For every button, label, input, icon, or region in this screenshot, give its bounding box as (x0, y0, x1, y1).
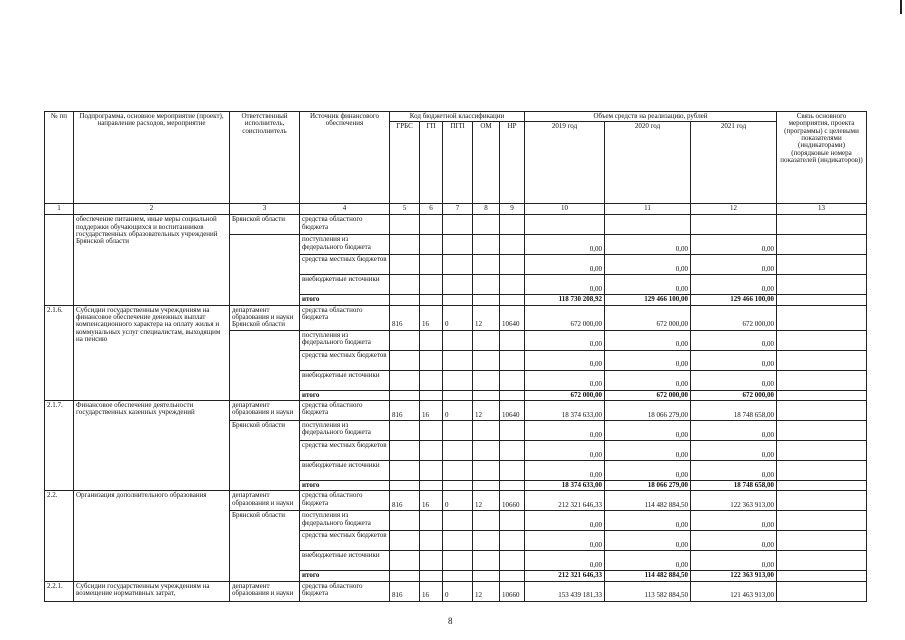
budget-table (44, 111, 867, 602)
col-index: 10 (525, 204, 605, 215)
code-grbs-empty (390, 275, 420, 295)
code-nr-empty (500, 551, 525, 571)
code-pgp-empty (443, 390, 473, 400)
code-gp-empty (420, 441, 443, 461)
source-label: внебюджетные источники (300, 370, 390, 390)
header-program: Подпрограмма, основное мероприятие (проект), направление расходов, мероприятие (74, 112, 230, 204)
code-nr-empty (500, 481, 525, 491)
source-row (45, 215, 867, 235)
code-gp-empty (420, 531, 443, 551)
value-2019: 0,00 (525, 350, 605, 370)
executor-cell (230, 235, 300, 305)
code-pgp-empty (443, 350, 473, 370)
code-nr-empty (500, 370, 525, 390)
value-2019: 0,00 (525, 511, 605, 531)
code-om-empty (473, 421, 500, 441)
col-index: 7 (443, 204, 473, 215)
code-gp (420, 215, 443, 235)
link-cell (777, 571, 867, 581)
code-om-empty (473, 275, 500, 295)
source-label: средства областного бюджета (300, 305, 390, 330)
code-grbs-empty (390, 531, 420, 551)
link-cell (777, 215, 867, 235)
code-pgp-empty (443, 441, 473, 461)
source-label: средства областного бюджета (300, 401, 390, 421)
code-grbs-empty (390, 551, 420, 571)
source-row (45, 305, 867, 330)
link-cell (777, 255, 867, 275)
header-2020: 2020 год (605, 122, 691, 204)
code-pgp: 0 (443, 401, 473, 421)
value-2019: 0,00 (525, 551, 605, 571)
code-pgp-empty (443, 531, 473, 551)
page-edge-mark (900, 0, 902, 14)
source-label: средства местных бюджетов (300, 531, 390, 551)
value-2021: 0,00 (691, 531, 777, 551)
col-index: 4 (300, 204, 390, 215)
code-pgp (443, 215, 473, 235)
row-number: 2.2. (45, 491, 74, 581)
source-label: поступления из федерального бюджета (300, 511, 390, 531)
code-nr: 10640 (500, 401, 525, 421)
source-label: средства местных бюджетов (300, 441, 390, 461)
code-nr-empty (500, 441, 525, 461)
code-nr-empty (500, 511, 525, 531)
header-link: Связь основного мероприятия, проекта (программы) с целевыми показателями (индикаторами) (порядковые номера показателей (индикаторов)) (777, 112, 867, 204)
value-2019: 0,00 (525, 330, 605, 350)
link-cell (777, 330, 867, 350)
header-2021: 2021 год (691, 122, 777, 204)
col-index: 8 (473, 204, 500, 215)
code-om-empty (473, 511, 500, 531)
col-index: 5 (390, 204, 420, 215)
value-2020: 672 000,00 (605, 305, 691, 330)
code-om-empty (473, 571, 500, 581)
value-2020: 18 066 279,00 (605, 401, 691, 421)
value-2021: 0,00 (691, 255, 777, 275)
row-number: 2.1.7. (45, 401, 74, 491)
code-nr-empty (500, 421, 525, 441)
code-gp-empty (420, 235, 443, 255)
code-pgp-empty (443, 370, 473, 390)
code-gp-empty (420, 275, 443, 295)
code-pgp-empty (443, 275, 473, 295)
source-label: средства областного бюджета (300, 215, 390, 235)
value-2019: 0,00 (525, 441, 605, 461)
header-source: Источник финансового обеспечения (300, 112, 390, 204)
link-cell (777, 581, 867, 601)
value-2020: 0,00 (605, 350, 691, 370)
code-nr-empty (500, 275, 525, 295)
col-index: 12 (691, 204, 777, 215)
code-gp-empty (420, 295, 443, 305)
value-2019: 0,00 (525, 461, 605, 481)
link-cell (777, 370, 867, 390)
code-pgp-empty (443, 235, 473, 255)
page-number: 8 (448, 616, 453, 626)
link-cell (777, 390, 867, 400)
value-2020: 0,00 (605, 531, 691, 551)
value-2021: 18 748 658,00 (691, 481, 777, 491)
code-gp: 16 (420, 401, 443, 421)
col-index: 13 (777, 204, 867, 215)
header-volume-group: Объем средств на реализацию, рублей (525, 112, 777, 122)
header-grbs: ГРБС (390, 122, 420, 204)
value-2020: 0,00 (605, 511, 691, 531)
code-pgp-empty (443, 421, 473, 441)
link-cell (777, 491, 867, 511)
code-nr: 10660 (500, 491, 525, 511)
code-nr-empty (500, 330, 525, 350)
code-om-empty (473, 390, 500, 400)
value-2021: 672 000,00 (691, 305, 777, 330)
value-2020: 0,00 (605, 551, 691, 571)
link-cell (777, 295, 867, 305)
header-om: ОМ (473, 122, 500, 204)
executor-cell: Брянской области (230, 421, 300, 491)
code-nr-empty (500, 235, 525, 255)
value-2019: 118 730 208,92 (525, 295, 605, 305)
code-grbs (390, 215, 420, 235)
value-2019: 0,00 (525, 370, 605, 390)
measure-name: Организация дополнительного образования (74, 491, 230, 581)
value-2020: 114 482 884,50 (605, 491, 691, 511)
code-pgp-empty (443, 511, 473, 531)
source-label: внебюджетные источники (300, 461, 390, 481)
header-no: № пп (45, 112, 74, 204)
value-2019: 0,00 (525, 235, 605, 255)
code-pgp: 0 (443, 305, 473, 330)
value-2019: 212 321 646,33 (525, 491, 605, 511)
code-gp: 16 (420, 305, 443, 330)
value-2021: 121 463 913,00 (691, 581, 777, 601)
executor-cell: департамент образования и науки Брянской области (230, 305, 300, 330)
code-om-empty (473, 295, 500, 305)
value-2019: 0,00 (525, 531, 605, 551)
value-2020: 129 466 100,00 (605, 295, 691, 305)
source-label: поступления из федерального бюджета (300, 330, 390, 350)
link-cell (777, 235, 867, 255)
value-2019: 672 000,00 (525, 390, 605, 400)
value-2020: 113 582 884,50 (605, 581, 691, 601)
code-grbs-empty (390, 255, 420, 275)
code-om-empty (473, 330, 500, 350)
source-label: итого (300, 295, 390, 305)
code-grbs: 816 (390, 581, 420, 601)
code-gp-empty (420, 330, 443, 350)
value-2021: 0,00 (691, 330, 777, 350)
code-grbs: 816 (390, 305, 420, 330)
value-2021: 0,00 (691, 421, 777, 441)
code-nr-empty (500, 295, 525, 305)
link-cell (777, 511, 867, 531)
value-2020: 0,00 (605, 275, 691, 295)
value-2019: 18 374 633,00 (525, 401, 605, 421)
code-pgp-empty (443, 461, 473, 481)
value-2020: 0,00 (605, 441, 691, 461)
value-2020: 18 066 279,00 (605, 481, 691, 491)
value-2019: 0,00 (525, 275, 605, 295)
col-index: 9 (500, 204, 525, 215)
value-2021: 122 363 913,00 (691, 491, 777, 511)
code-nr-empty (500, 390, 525, 400)
code-nr-empty (500, 350, 525, 370)
code-gp-empty (420, 255, 443, 275)
source-label: средства местных бюджетов (300, 255, 390, 275)
value-2021: 0,00 (691, 461, 777, 481)
code-om-empty (473, 461, 500, 481)
source-label: средства областного бюджета (300, 491, 390, 511)
code-grbs-empty (390, 350, 420, 370)
code-gp-empty (420, 421, 443, 441)
header-pgp: ПГП (443, 122, 473, 204)
code-grbs-empty (390, 461, 420, 481)
link-cell (777, 421, 867, 441)
header-code-group: Код бюджетной классификации (390, 112, 525, 122)
source-row (45, 491, 867, 511)
code-om-empty (473, 255, 500, 275)
value-2020 (605, 215, 691, 235)
code-om-empty (473, 531, 500, 551)
value-2021: 122 363 913,00 (691, 571, 777, 581)
code-om-empty (473, 551, 500, 571)
code-grbs-empty (390, 441, 420, 461)
value-2020: 0,00 (605, 421, 691, 441)
code-gp-empty (420, 571, 443, 581)
value-2019: 153 439 181,33 (525, 581, 605, 601)
value-2019: 18 374 633,00 (525, 481, 605, 491)
value-2019: 672 000,00 (525, 305, 605, 330)
code-grbs-empty (390, 295, 420, 305)
col-index: 3 (230, 204, 300, 215)
code-pgp-empty (443, 571, 473, 581)
code-pgp: 0 (443, 491, 473, 511)
executor-cell (230, 330, 300, 400)
column-index-row (45, 204, 867, 215)
executor-cell: Брянской области (230, 511, 300, 581)
value-2021: 0,00 (691, 275, 777, 295)
code-om: 12 (473, 305, 500, 330)
code-gp-empty (420, 481, 443, 491)
value-2020: 0,00 (605, 330, 691, 350)
value-2019: 0,00 (525, 421, 605, 441)
code-nr-empty (500, 531, 525, 551)
code-om-empty (473, 441, 500, 461)
code-gp-empty (420, 370, 443, 390)
code-gp: 16 (420, 581, 443, 601)
row-number (45, 215, 74, 305)
code-nr-empty (500, 255, 525, 275)
link-cell (777, 401, 867, 421)
measure-name: Финансовое обеспечение деятельности государственных казенных учреждений (74, 401, 230, 491)
link-cell (777, 305, 867, 330)
value-2020: 0,00 (605, 370, 691, 390)
code-nr-empty (500, 461, 525, 481)
code-nr (500, 215, 525, 235)
code-om (473, 215, 500, 235)
link-cell (777, 350, 867, 370)
code-gp-empty (420, 461, 443, 481)
value-2021: 0,00 (691, 350, 777, 370)
row-number: 2.2.1. (45, 581, 74, 601)
link-cell (777, 275, 867, 295)
header-nr: НР (500, 122, 525, 204)
code-nr: 10640 (500, 305, 525, 330)
code-gp-empty (420, 511, 443, 531)
code-pgp-empty (443, 330, 473, 350)
code-om-empty (473, 481, 500, 491)
code-om-empty (473, 350, 500, 370)
value-2021: 129 466 100,00 (691, 295, 777, 305)
value-2021: 18 748 658,00 (691, 401, 777, 421)
code-gp-empty (420, 350, 443, 370)
row-number: 2.1.6. (45, 305, 74, 400)
executor-cell: департамент образования и науки (230, 581, 300, 601)
source-label: поступления из федерального бюджета (300, 235, 390, 255)
header-row-1 (45, 112, 867, 122)
link-cell (777, 441, 867, 461)
code-grbs: 816 (390, 491, 420, 511)
code-grbs-empty (390, 571, 420, 581)
value-2020: 0,00 (605, 235, 691, 255)
value-2021: 0,00 (691, 551, 777, 571)
executor-cell: департамент образования и науки (230, 401, 300, 421)
executor-cell: департамент образования и науки (230, 491, 300, 511)
source-label: поступления из федерального бюджета (300, 421, 390, 441)
code-grbs-empty (390, 481, 420, 491)
code-om-empty (473, 235, 500, 255)
code-grbs-empty (390, 421, 420, 441)
code-grbs-empty (390, 235, 420, 255)
code-pgp-empty (443, 295, 473, 305)
code-grbs-empty (390, 330, 420, 350)
source-label: внебюджетные источники (300, 275, 390, 295)
col-index: 11 (605, 204, 691, 215)
value-2021: 0,00 (691, 511, 777, 531)
code-grbs: 816 (390, 401, 420, 421)
code-om: 12 (473, 491, 500, 511)
code-pgp-empty (443, 255, 473, 275)
header-executor: Ответственный исполнитель, соисполнитель (230, 112, 300, 204)
code-grbs-empty (390, 390, 420, 400)
col-index: 2 (74, 204, 230, 215)
code-nr-empty (500, 571, 525, 581)
source-label: итого (300, 390, 390, 400)
code-gp-empty (420, 551, 443, 571)
value-2020: 0,00 (605, 461, 691, 481)
value-2019: 212 321 646,33 (525, 571, 605, 581)
code-pgp: 0 (443, 581, 473, 601)
source-row (45, 581, 867, 601)
code-pgp-empty (443, 551, 473, 571)
value-2020: 0,00 (605, 255, 691, 275)
link-cell (777, 461, 867, 481)
value-2021: 0,00 (691, 370, 777, 390)
value-2021: 0,00 (691, 441, 777, 461)
source-row (45, 401, 867, 421)
value-2020: 114 482 884,50 (605, 571, 691, 581)
executor-cell: Брянской области (230, 215, 300, 235)
link-cell (777, 481, 867, 491)
source-label: итого (300, 481, 390, 491)
link-cell (777, 531, 867, 551)
value-2021: 672 000,00 (691, 390, 777, 400)
value-2019: 0,00 (525, 255, 605, 275)
source-label: средства местных бюджетов (300, 350, 390, 370)
value-2021 (691, 215, 777, 235)
measure-name: Субсидии государственным учреждениям на возмещение нормативных затрат, (74, 581, 230, 601)
header-2019: 2019 год (525, 122, 605, 204)
code-nr: 10660 (500, 581, 525, 601)
code-om: 12 (473, 581, 500, 601)
measure-name: Субсидии государственным учреждениям на финансовое обеспечение денежных выплат компенсационного характера на оплату жилья и коммунальных услуг специалистам, выходящим на пенсию (74, 305, 230, 400)
source-label: внебюджетные источники (300, 551, 390, 571)
code-om: 12 (473, 401, 500, 421)
code-grbs-empty (390, 370, 420, 390)
header-gp: ГП (420, 122, 443, 204)
col-index: 1 (45, 204, 74, 215)
value-2020: 672 000,00 (605, 390, 691, 400)
code-gp: 16 (420, 491, 443, 511)
source-label: итого (300, 571, 390, 581)
value-2019 (525, 215, 605, 235)
code-pgp-empty (443, 481, 473, 491)
col-index: 6 (420, 204, 443, 215)
code-om-empty (473, 370, 500, 390)
code-gp-empty (420, 390, 443, 400)
value-2021: 0,00 (691, 235, 777, 255)
source-label: средства областного бюджета (300, 581, 390, 601)
link-cell (777, 551, 867, 571)
code-grbs-empty (390, 511, 420, 531)
measure-name: обеспечение питанием, иные меры социальной поддержки обучающихся и воспитанников государственных образовательных учреждений Брянской области (74, 215, 230, 305)
